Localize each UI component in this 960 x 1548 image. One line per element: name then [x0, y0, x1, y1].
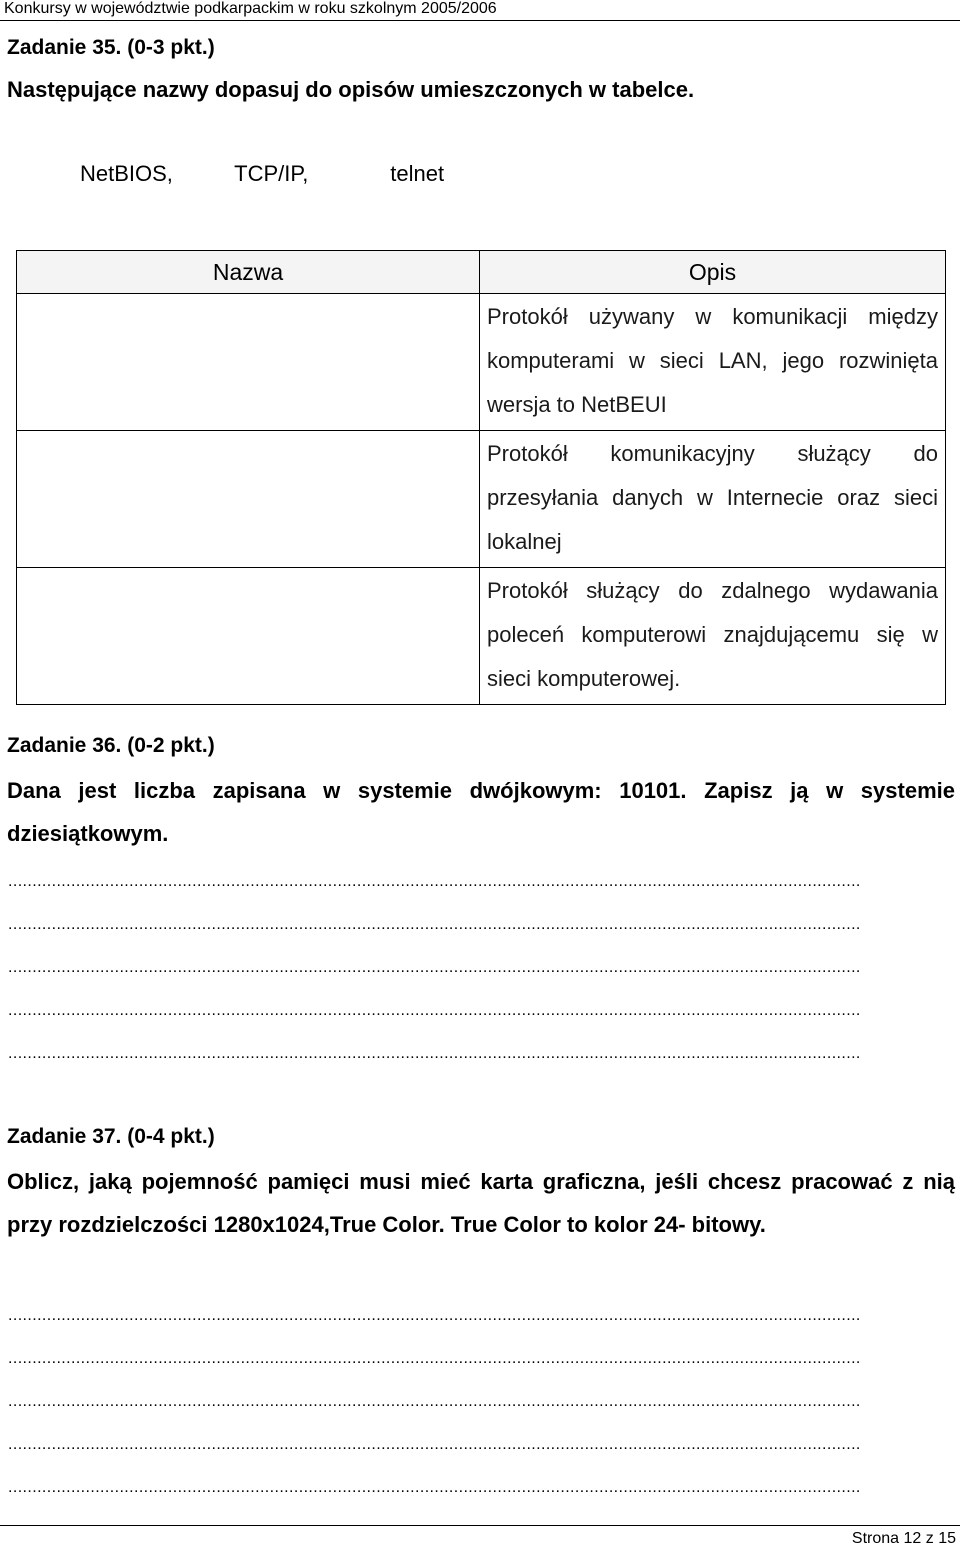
- matching-table: [16, 250, 946, 705]
- table-row: [17, 431, 946, 568]
- answer-line[interactable]: ................................................................................................................................................................................: [8, 1393, 861, 1410]
- term-telnet: telnet: [390, 161, 445, 186]
- task-37-text: Oblicz, jaką pojemność pamięci musi mieć karta graficzna, jeśli chcesz pracować z nią przy rozdzielczości 1280x1024,True Color. True Color to kolor 24- bitowy.: [7, 1169, 955, 1237]
- answer-line[interactable]: ................................................................................................................................................................................: [8, 1350, 861, 1367]
- task-36-text: Dana jest liczba zapisana w systemie dwójkowym: 10101. Zapisz ją w systemie dziesiątkowym.: [7, 778, 955, 846]
- answer-line[interactable]: ................................................................................................................................................................................: [8, 1045, 861, 1062]
- column-header-description: Opis: [480, 251, 946, 294]
- name-answer-cell[interactable]: [17, 568, 480, 705]
- description-cell: Protokół używany w komunikacji między komputerami w sieci LAN, jego rozwinięta wersja to NetBEUI: [480, 294, 946, 431]
- answer-line[interactable]: ................................................................................................................................................................................: [8, 1436, 861, 1453]
- description-cell: Protokół służący do zdalnego wydawania poleceń komputerowi znajdującemu się w sieci komputerowej.: [480, 568, 946, 705]
- header-divider: [0, 20, 960, 21]
- table-row: [17, 568, 946, 705]
- name-answer-cell[interactable]: [17, 294, 480, 431]
- term-list: [80, 161, 444, 187]
- description-cell: Protokół komunikacyjny służący do przesyłania danych w Internecie oraz sieci lokalnej: [480, 431, 946, 568]
- table-header-row: [17, 251, 946, 294]
- task-35-title: Zadanie 35. (0-3 pkt.): [7, 36, 215, 59]
- answer-line[interactable]: ................................................................................................................................................................................: [8, 1479, 861, 1496]
- answer-line[interactable]: ................................................................................................................................................................................: [8, 959, 861, 976]
- answer-line[interactable]: ................................................................................................................................................................................: [8, 1002, 861, 1019]
- answer-line[interactable]: ................................................................................................................................................................................: [8, 1307, 861, 1324]
- term-netbios: NetBIOS,: [80, 161, 173, 186]
- answer-line[interactable]: ................................................................................................................................................................................: [8, 873, 861, 890]
- table-row: [17, 294, 946, 431]
- page-header: Konkursy w województwie podkarpackim w roku szkolnym 2005/2006: [4, 0, 497, 17]
- answer-line[interactable]: ................................................................................................................................................................................: [8, 916, 861, 933]
- footer-divider: [0, 1525, 960, 1526]
- task-37-title: Zadanie 37. (0-4 pkt.): [7, 1125, 215, 1148]
- column-header-name: Nazwa: [17, 251, 480, 294]
- term-tcpip: TCP/IP,: [234, 161, 309, 186]
- page-number: Strona 12 z 15: [851, 1530, 956, 1547]
- task-36-title: Zadanie 36. (0-2 pkt.): [7, 734, 215, 757]
- task-35-instruction: Następujące nazwy dopasuj do opisów umieszczonych w tabelce.: [7, 77, 695, 102]
- name-answer-cell[interactable]: [17, 431, 480, 568]
